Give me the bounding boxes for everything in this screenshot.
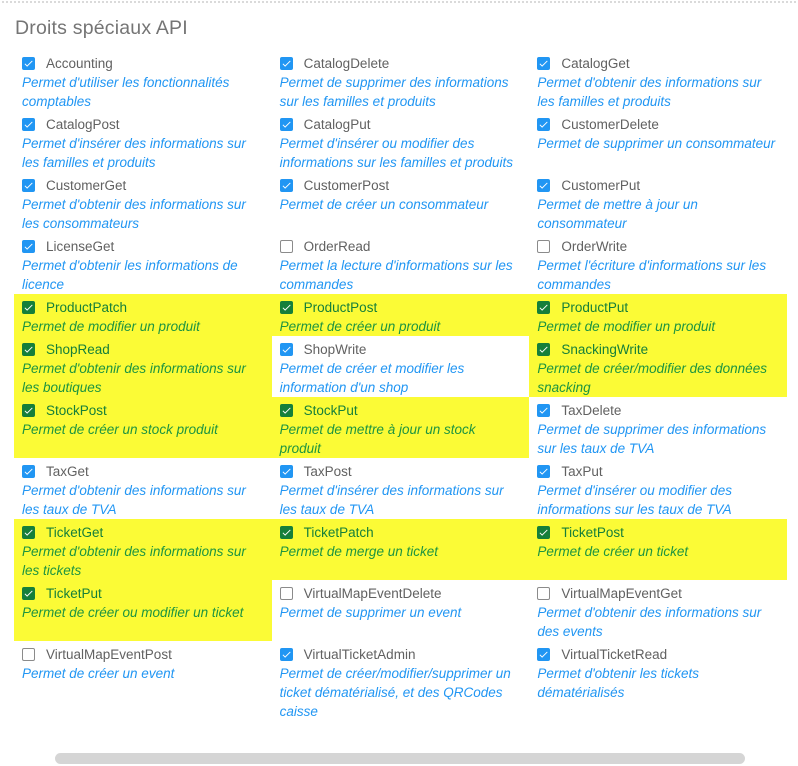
check-icon bbox=[23, 527, 34, 538]
permission-description: Permet de modifier un produit bbox=[22, 319, 200, 334]
check-icon bbox=[23, 58, 34, 69]
permission-item-Accounting bbox=[14, 50, 272, 111]
permission-item-ShopRead bbox=[14, 336, 272, 397]
checkbox-TaxPost[interactable] bbox=[280, 465, 293, 478]
permissions-grid bbox=[14, 50, 787, 721]
checkbox-SnackingWrite[interactable] bbox=[537, 343, 550, 356]
permission-description: Permet d'insérer des informations sur les familles et produits bbox=[22, 136, 246, 170]
permission-label: VirtualMapEventDelete bbox=[303, 586, 442, 601]
permission-head bbox=[537, 176, 777, 195]
permission-item-CatalogGet bbox=[529, 50, 787, 111]
permission-label: CustomerGet bbox=[46, 178, 127, 193]
permission-label: TaxDelete bbox=[561, 403, 622, 418]
permission-description: Permet de merge un ticket bbox=[279, 544, 438, 559]
checkbox-TicketPatch[interactable] bbox=[280, 526, 293, 539]
permission-description: Permet d'obtenir les tickets dématérialisés bbox=[537, 666, 699, 700]
permission-label: VirtualTicketAdmin bbox=[303, 647, 416, 662]
permission-label: TaxGet bbox=[46, 464, 89, 479]
permission-description: Permet de modifier un produit bbox=[537, 319, 716, 334]
permission-description: Permet de créer un consommateur bbox=[279, 197, 489, 212]
check-icon bbox=[538, 180, 549, 191]
permission-item-StockPost bbox=[14, 397, 272, 458]
checkbox-Accounting[interactable] bbox=[22, 57, 35, 70]
permission-item-CatalogPut bbox=[272, 111, 530, 172]
checkbox-VirtualTicketAdmin[interactable] bbox=[280, 648, 293, 661]
permission-label: ProductPut bbox=[561, 300, 629, 315]
permission-label: CustomerPut bbox=[561, 178, 641, 193]
horizontal-scrollbar-thumb[interactable] bbox=[55, 753, 745, 764]
checkbox-ShopRead[interactable] bbox=[22, 343, 35, 356]
permission-description: Permet d'obtenir les informations de licence bbox=[22, 258, 238, 292]
permission-head bbox=[280, 645, 520, 664]
permission-item-StockPut bbox=[272, 397, 530, 458]
checkbox-TaxDelete[interactable] bbox=[537, 404, 550, 417]
checkbox-ProductPut[interactable] bbox=[537, 301, 550, 314]
permission-item-TaxPut bbox=[529, 458, 787, 519]
check-icon bbox=[281, 527, 292, 538]
permission-description: Permet la lecture d'informations sur les commandes bbox=[279, 258, 513, 292]
permission-label: LicenseGet bbox=[46, 239, 115, 254]
permission-description: Permet d'obtenir des informations sur les boutiques bbox=[22, 361, 246, 395]
permission-head bbox=[280, 237, 520, 256]
permission-head bbox=[537, 462, 777, 481]
permission-label: ShopRead bbox=[46, 342, 110, 357]
permission-item-ProductPost bbox=[272, 294, 530, 336]
permission-label: VirtualMapEventGet bbox=[561, 586, 682, 601]
permission-label: ShopWrite bbox=[303, 342, 367, 357]
check-icon bbox=[23, 302, 34, 313]
permission-item-TaxDelete bbox=[529, 397, 787, 458]
checkbox-CatalogPost[interactable] bbox=[22, 118, 35, 131]
check-icon bbox=[281, 405, 292, 416]
permission-head bbox=[280, 54, 520, 73]
checkbox-CustomerPut[interactable] bbox=[537, 179, 550, 192]
checkbox-OrderRead[interactable] bbox=[280, 240, 293, 253]
permission-item-OrderWrite bbox=[529, 233, 787, 294]
permission-item-OrderRead bbox=[272, 233, 530, 294]
permission-head bbox=[280, 176, 520, 195]
permission-label: CatalogPut bbox=[303, 117, 371, 132]
permission-label: TicketPatch bbox=[303, 525, 374, 540]
permission-head bbox=[280, 298, 520, 317]
permission-item-TaxGet bbox=[14, 458, 272, 519]
checkbox-CatalogPut[interactable] bbox=[280, 118, 293, 131]
permission-description: Permet de mettre à jour un stock produit bbox=[279, 422, 476, 456]
permission-description: Permet de créer et modifier les information d'un shop bbox=[279, 361, 465, 395]
permission-head bbox=[22, 523, 262, 542]
checkbox-ShopWrite[interactable] bbox=[280, 343, 293, 356]
permission-description: Permet de supprimer un event bbox=[279, 605, 462, 620]
permission-description: Permet de créer un stock produit bbox=[22, 422, 218, 437]
checkbox-StockPut[interactable] bbox=[280, 404, 293, 417]
permission-item-VirtualMapEventDelete bbox=[272, 580, 530, 641]
check-icon bbox=[538, 527, 549, 538]
permission-head bbox=[22, 340, 262, 359]
permission-description: Permet de supprimer des informations sur les taux de TVA bbox=[537, 422, 767, 456]
permission-item-TicketPost bbox=[529, 519, 787, 580]
permission-item-ShopWrite bbox=[272, 336, 530, 397]
permission-item-CustomerPost bbox=[272, 172, 530, 233]
permission-item-VirtualMapEventPost bbox=[14, 641, 272, 721]
permission-description: Permet l'écriture d'informations sur les commandes bbox=[537, 258, 767, 292]
permission-head bbox=[537, 645, 777, 664]
checkbox-TicketGet[interactable] bbox=[22, 526, 35, 539]
checkbox-CatalogDelete[interactable] bbox=[280, 57, 293, 70]
permission-description: Permet d'obtenir des informations sur les taux de TVA bbox=[22, 483, 246, 517]
permission-head bbox=[537, 401, 777, 420]
permission-head bbox=[537, 298, 777, 317]
check-icon bbox=[281, 302, 292, 313]
permission-label: VirtualMapEventPost bbox=[46, 647, 172, 662]
check-icon bbox=[281, 466, 292, 477]
checkbox-ProductPatch[interactable] bbox=[22, 301, 35, 314]
permission-label: CatalogDelete bbox=[303, 56, 390, 71]
permission-head bbox=[22, 462, 262, 481]
check-icon bbox=[281, 344, 292, 355]
permission-head bbox=[22, 115, 262, 134]
permission-item-ProductPut bbox=[529, 294, 787, 336]
check-icon bbox=[538, 466, 549, 477]
permission-description: Permet d'insérer ou modifier des informations sur les taux de TVA bbox=[537, 483, 732, 517]
check-icon bbox=[538, 58, 549, 69]
permission-head bbox=[537, 54, 777, 73]
permission-head bbox=[537, 584, 777, 603]
permission-head bbox=[280, 462, 520, 481]
permission-label: TaxPut bbox=[561, 464, 603, 479]
permission-item-LicenseGet bbox=[14, 233, 272, 294]
permission-item-VirtualTicketRead bbox=[529, 641, 787, 721]
permission-label: CustomerDelete bbox=[561, 117, 659, 132]
checkbox-CustomerPost[interactable] bbox=[280, 179, 293, 192]
permission-description: Permet de supprimer des informations sur les familles et produits bbox=[279, 75, 509, 109]
permission-description: Permet d'insérer des informations sur les taux de TVA bbox=[279, 483, 504, 517]
permission-description: Permet d'obtenir des informations sur les familles et produits bbox=[537, 75, 762, 109]
permission-head bbox=[22, 298, 262, 317]
permission-label: TicketPut bbox=[46, 586, 102, 601]
checkbox-VirtualTicketRead[interactable] bbox=[537, 648, 550, 661]
check-icon bbox=[538, 119, 549, 130]
permission-item-VirtualTicketAdmin bbox=[272, 641, 530, 721]
check-icon bbox=[538, 405, 549, 416]
permission-item-CatalogPost bbox=[14, 111, 272, 172]
checkbox-CatalogGet[interactable] bbox=[537, 57, 550, 70]
permission-description: Permet d'insérer ou modifier des informations sur les familles et produits bbox=[279, 136, 513, 170]
checkbox-TaxGet[interactable] bbox=[22, 465, 35, 478]
permission-description: Permet d'obtenir des informations sur les consommateurs bbox=[22, 197, 246, 231]
page-title: Droits spéciaux API bbox=[15, 17, 188, 39]
permission-label: SnackingWrite bbox=[561, 342, 649, 357]
permission-head bbox=[280, 340, 520, 359]
check-icon bbox=[23, 119, 34, 130]
check-icon bbox=[23, 405, 34, 416]
checkbox-VirtualMapEventDelete[interactable] bbox=[280, 587, 293, 600]
permission-item-CatalogDelete bbox=[272, 50, 530, 111]
checkbox-CustomerGet[interactable] bbox=[22, 179, 35, 192]
permission-item-CustomerDelete bbox=[529, 111, 787, 172]
permission-item-TicketPatch bbox=[272, 519, 530, 580]
checkbox-LicenseGet[interactable] bbox=[22, 240, 35, 253]
check-icon bbox=[281, 180, 292, 191]
permission-item-SnackingWrite bbox=[529, 336, 787, 397]
permission-description: Permet de supprimer un consommateur bbox=[537, 136, 776, 151]
checkbox-VirtualMapEventGet[interactable] bbox=[537, 587, 550, 600]
permission-label: TicketPost bbox=[561, 525, 624, 540]
permission-label: ProductPatch bbox=[46, 300, 128, 315]
permission-description: Permet de créer ou modifier un ticket bbox=[22, 605, 244, 620]
permission-description: Permet de créer/modifier des données snacking bbox=[537, 361, 767, 395]
permission-head bbox=[537, 523, 777, 542]
checkbox-ProductPost[interactable] bbox=[280, 301, 293, 314]
permission-label: OrderRead bbox=[303, 239, 371, 254]
permission-label: Accounting bbox=[46, 56, 113, 71]
permission-description: Permet de mettre à jour un consommateur bbox=[537, 197, 698, 231]
permission-head bbox=[22, 237, 262, 256]
permission-head bbox=[22, 54, 262, 73]
permission-description: Permet de créer/modifier/supprimer un ticket dématérialisé, et des QRCodes caisse bbox=[279, 666, 511, 719]
permission-item-ProductPatch bbox=[14, 294, 272, 336]
check-icon bbox=[538, 344, 549, 355]
permission-label: CustomerPost bbox=[303, 178, 390, 193]
checkbox-StockPost[interactable] bbox=[22, 404, 35, 417]
permission-head bbox=[280, 584, 520, 603]
check-icon bbox=[23, 588, 34, 599]
permission-head bbox=[22, 584, 262, 603]
permission-description: Permet d'utiliser les fonctionnalités comptables bbox=[22, 75, 230, 109]
check-icon bbox=[281, 58, 292, 69]
permission-head bbox=[280, 523, 520, 542]
permission-label: StockPost bbox=[46, 403, 107, 418]
permission-head bbox=[537, 237, 777, 256]
permission-label: TaxPost bbox=[303, 464, 352, 479]
permission-head bbox=[537, 340, 777, 359]
check-icon bbox=[538, 302, 549, 313]
permission-label: CatalogGet bbox=[561, 56, 630, 71]
check-icon bbox=[281, 649, 292, 660]
check-icon bbox=[281, 119, 292, 130]
permission-label: CatalogPost bbox=[46, 117, 120, 132]
checkbox-TicketPost[interactable] bbox=[537, 526, 550, 539]
check-icon bbox=[23, 466, 34, 477]
permission-item-CustomerPut bbox=[529, 172, 787, 233]
check-icon bbox=[23, 344, 34, 355]
checkbox-VirtualMapEventPost[interactable] bbox=[22, 648, 35, 661]
permission-description: Permet d'obtenir des informations sur des events bbox=[537, 605, 762, 639]
checkbox-CustomerDelete[interactable] bbox=[537, 118, 550, 131]
checkbox-OrderWrite[interactable] bbox=[537, 240, 550, 253]
permission-description: Permet de créer un produit bbox=[279, 319, 441, 334]
permission-head bbox=[537, 115, 777, 134]
permission-item-CustomerGet bbox=[14, 172, 272, 233]
permission-item-TicketPut bbox=[14, 580, 272, 641]
permission-description: Permet d'obtenir des informations sur les tickets bbox=[22, 544, 246, 578]
permission-head bbox=[22, 401, 262, 420]
permission-head bbox=[22, 645, 262, 664]
permission-label: ProductPost bbox=[303, 300, 378, 315]
permission-label: StockPut bbox=[303, 403, 358, 418]
permission-label: TicketGet bbox=[46, 525, 104, 540]
permission-head bbox=[22, 176, 262, 195]
permission-head bbox=[280, 115, 520, 134]
checkbox-TicketPut[interactable] bbox=[22, 587, 35, 600]
permission-description: Permet de créer un event bbox=[22, 666, 175, 681]
top-divider bbox=[2, 1, 796, 3]
permission-item-TaxPost bbox=[272, 458, 530, 519]
permission-head bbox=[280, 401, 520, 420]
checkbox-TaxPut[interactable] bbox=[537, 465, 550, 478]
check-icon bbox=[538, 649, 549, 660]
permission-item-TicketGet bbox=[14, 519, 272, 580]
permission-label: VirtualTicketRead bbox=[561, 647, 668, 662]
permission-description: Permet de créer un ticket bbox=[537, 544, 689, 559]
check-icon bbox=[23, 180, 34, 191]
permission-label: OrderWrite bbox=[561, 239, 628, 254]
check-icon bbox=[23, 241, 34, 252]
permission-item-VirtualMapEventGet bbox=[529, 580, 787, 641]
